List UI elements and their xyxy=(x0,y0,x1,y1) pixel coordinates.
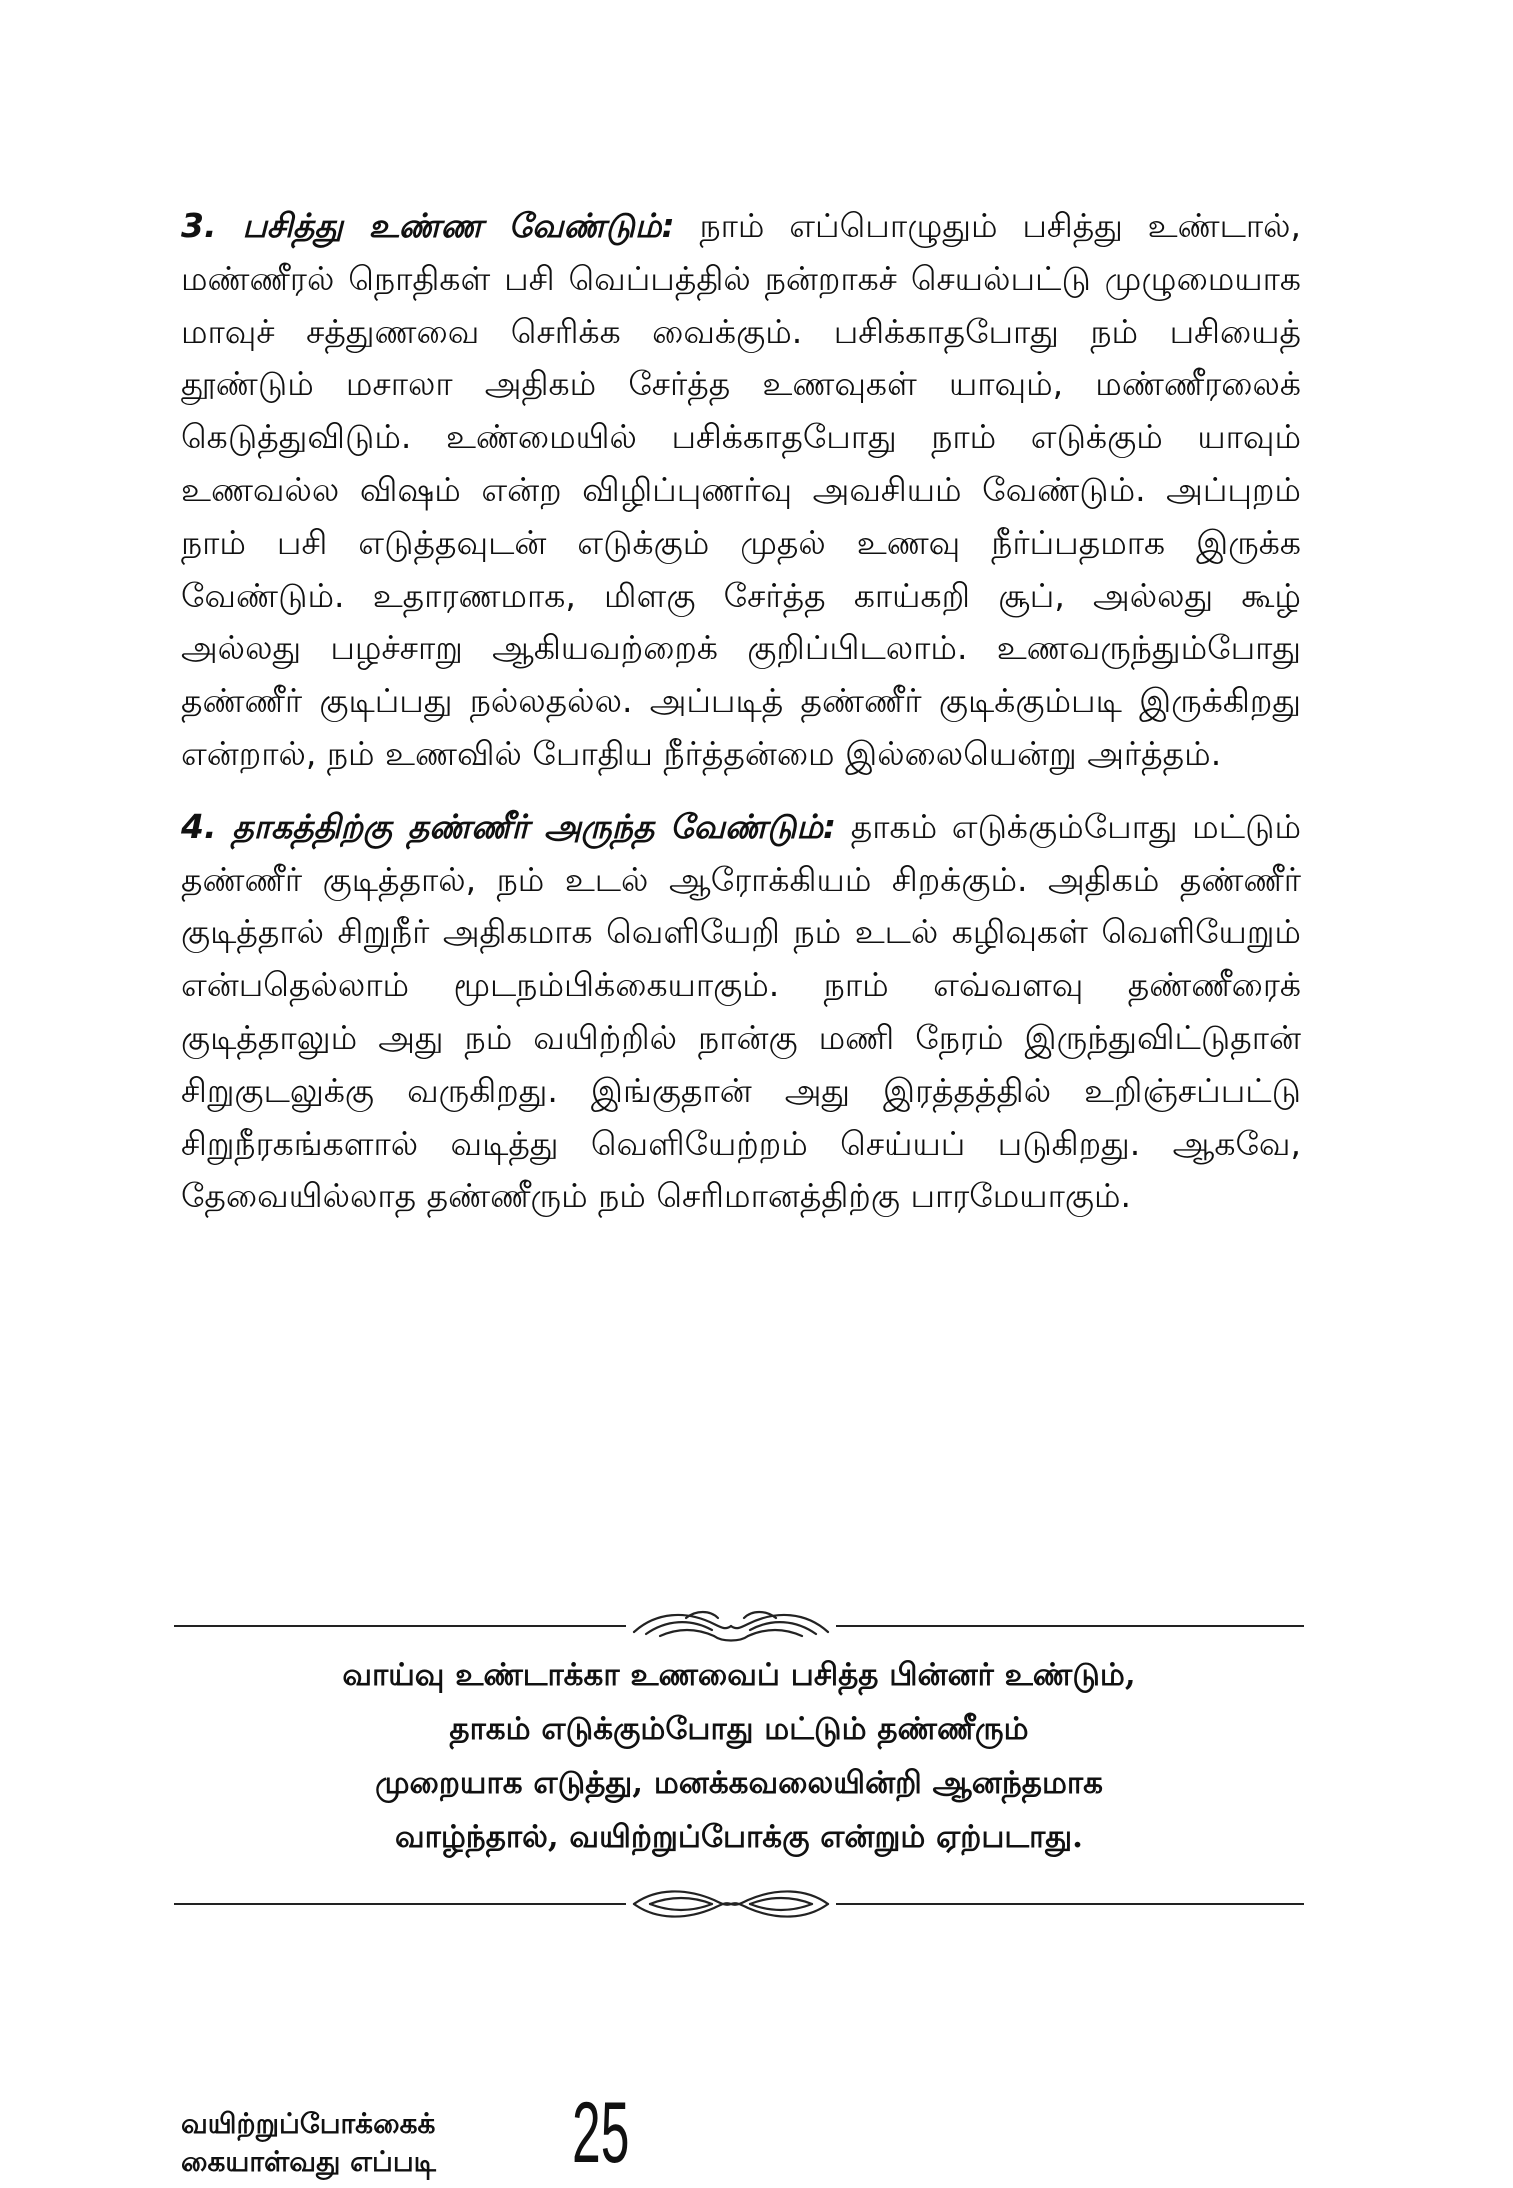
quote-line: வாழ்ந்தால், வயிற்றுப்போக்கு என்றும் ஏற்படாது. xyxy=(395,1819,1083,1855)
section-heading-hunger: 3. பசித்து உண்ண வேண்டும்: xyxy=(181,206,675,245)
footer-title-line: வயிற்றுப்போக்கைக் xyxy=(181,2107,436,2140)
section-text-hunger: நாம் எப்பொழுதும் பசித்து உண்டால், மண்ணீரல் நொதிகள் பசி வெப்பத்தில் நன்றாகச் செயல்பட்டு முழுமையாக மாவுச் சத்துணவை செரிக்க வைக்கும். பசிக்காதபோது நம் பசியைத் தூண்டும் மசாலா அதிகம் சேர்த்த உணவுகள் யாவும், மண்ணீரலைக் கெடுத்துவிடும். உண்மையில் பசிக்காதபோது நாம் எடுக்கும் யாவும் உணவல்ல விஷம் என்ற விழிப்புணர்வு அவசியம் வேண்டும். அப்புறம் நாம் பசி எடுத்தவுடன் எடுக்கும் முதல் உணவு நீர்ப்பதமாக இருக்க வேண்டும். உதாரணமாக, மிளகு சேர்த்த காய்கறி சூப், அல்லது கூழ் அல்லது பழச்சாறு ஆகியவற்றைக் குறிப்பிடலாம். உணவருந்தும்போது தண்ணீர் குடிப்பது நல்லதல்ல. அப்படித் தண்ணீர் குடிக்கும்படி இருக்கிறது என்றால், நம் உணவில் போதிய நீர்த்தன்மை இல்லையென்று அர்த்தம். xyxy=(181,206,1301,773)
section-heading-thirst: 4. தாகத்திற்கு தண்ணீர் அருந்த வேண்டும்: xyxy=(181,806,837,846)
scroll-flourish-icon xyxy=(626,1604,836,1648)
section-text-thirst: தாகம் எடுக்கும்போது மட்டும் தண்ணீர் குடித்தால், நம் உடல் ஆரோக்கியம் சிறக்கும். அதிகம் தண்ணீர் குடித்தால் சிறுநீர் அதிகமாக வெளியேறி நம் உடல் கழிவுகள் வெளியேறும் என்பதெல்லாம் மூடநம்பிக்கையாகும். நாம் எவ்வளவு தண்ணீரைக் குடித்தாலும் அது நம் வயிற்றில் நான்கு மணி நேரம் இருந்துவிட்டுதான் சிறுகுடலுக்கு வருகிறது. இங்குதான் அது இரத்தத்தில் உறிஞ்சப்பட்டு சிறுநீரகங்களால் வடித்து வெளியேற்றம் செய்யப் படுகிறது. ஆகவே, தேவையில்லாத தண்ணீரும் நம் செரிமானத்திற்கு பாரமேயாகும். xyxy=(181,806,1302,1216)
quote-line: வாய்வு உண்டாக்கா உணவைப் பசித்த பின்னர் உண்டும், xyxy=(342,1657,1136,1693)
scroll-flourish-icon xyxy=(626,1882,836,1926)
running-footer-title xyxy=(181,2105,436,2181)
paragraph-thirst xyxy=(181,801,1301,1223)
footer-title-line: கையாள்வது எப்படி xyxy=(181,2145,436,2178)
quote-line: தாகம் எடுக்கும்போது மட்டும் தண்ணீரும் xyxy=(449,1711,1029,1747)
quote-line: முறையாக எடுத்து, மனக்கவலையின்றி ஆனந்தமாக xyxy=(375,1765,1103,1801)
paragraph-hunger xyxy=(181,200,1301,781)
page-body xyxy=(181,200,1301,1223)
highlight-quote xyxy=(174,1648,1304,1864)
page-number: 25 xyxy=(572,2085,630,2181)
